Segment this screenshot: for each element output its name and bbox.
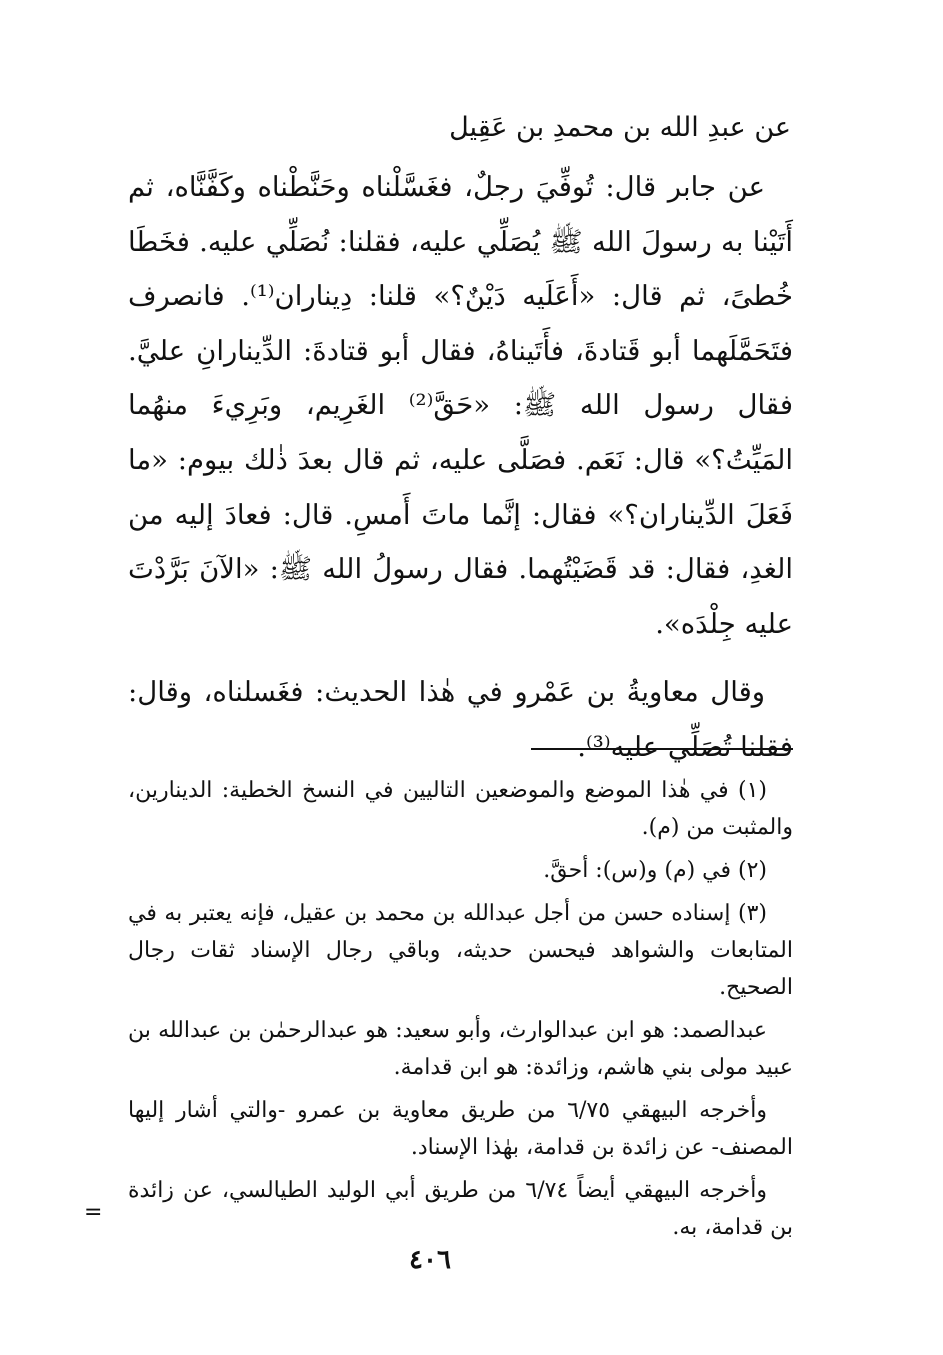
footnote-3-source-2: وأخرجه البيهقي أيضاً ٦/٧٤ من طريق أبي الوليد الطيالسي، عن زائدة بن قدامة، به. xyxy=(128,1178,793,1240)
footnote-2: (٢) في (م) و(س): أحقَّ. xyxy=(543,858,767,883)
footnote-3-narrators: عبدالصمد: هو ابن عبدالوارث، وأبو سعيد: هو عبدالرحمٰن بن عبدالله بن عبيد مولى بني هاشم، وزائدة: هو ابن قدامة. xyxy=(128,1018,793,1080)
footnote-divider xyxy=(531,748,793,750)
narration-note-paragraph: وقال معاويةُ بن عَمْرو في هٰذا الحديث: فغَسلناه، وقال: فقلنا تُصَلِّي عليه⁽³⁾. xyxy=(128,676,793,763)
footnotes xyxy=(128,772,793,1252)
footnote-3: (٣) إسناده حسن من أجل عبدالله بن محمد بن عقيل، فإنه يعتبر به في المتابعات والشواهد فيحسن حديثه، وباقي رجال الإسناد ثقات رجال الصحيح. xyxy=(128,901,793,1000)
hadith-paragraph: عن جابر قال: تُوفِّيَ رجلٌ، فغَسَّلْناه وحَنَّطْناه وكَفَّنَّاه، ثم أَتَيْنا به رسولَ الله ﷺ يُصَلِّي عليه، فقلنا: نُصَلِّي عليه. فخَطَا خُطىً، ثم قال: «أَعَلَيه دَيْنٌ؟» قلنا: دِيناران⁽¹⁾. فانصرف فتَحَمَّلَهما أبو قَتادةَ، فأَتَيناهُ، فقال أبو قتادةَ: الدِّينارانِ عليَّ. فقال رسول الله ﷺ: «حَقَّ⁽²⁾ الغَرِيم، وبَرِيءَ منهُما المَيِّتُ؟» قال: نَعَم. فصَلَّى عليه، ثم قال بعدَ ذٰلك بيوم: «ما فَعَلَ الدِّيناران؟» فقال: إنَّما ماتَ أَمسِ. قال: فعادَ إليه من الغدِ، فقال: قد قَضَيْتُهما. فقال رسولُ الله ﷺ: «الآنَ بَرَّدْتَ عليه جِلْدَه». xyxy=(128,171,793,640)
footnote-1: (١) في هٰذا الموضع والموضعين التاليين في النسخ الخطية: الدينارين، والمثبت من (م). xyxy=(128,778,793,840)
chapter-heading: عن عبدِ الله بن محمدِ بن عَقِيل xyxy=(449,112,791,143)
footnote-3-source-1: وأخرجه البيهقي ٦/٧٥ من طريق معاوية بن عمرو -والتي أشار إليها المصنف- عن زائدة بن قدامة، بهٰذا الإسناد. xyxy=(128,1098,793,1160)
main-text xyxy=(128,160,793,775)
continued-mark: = xyxy=(84,1200,103,1225)
page-number: ٤٠٦ xyxy=(409,1245,451,1275)
